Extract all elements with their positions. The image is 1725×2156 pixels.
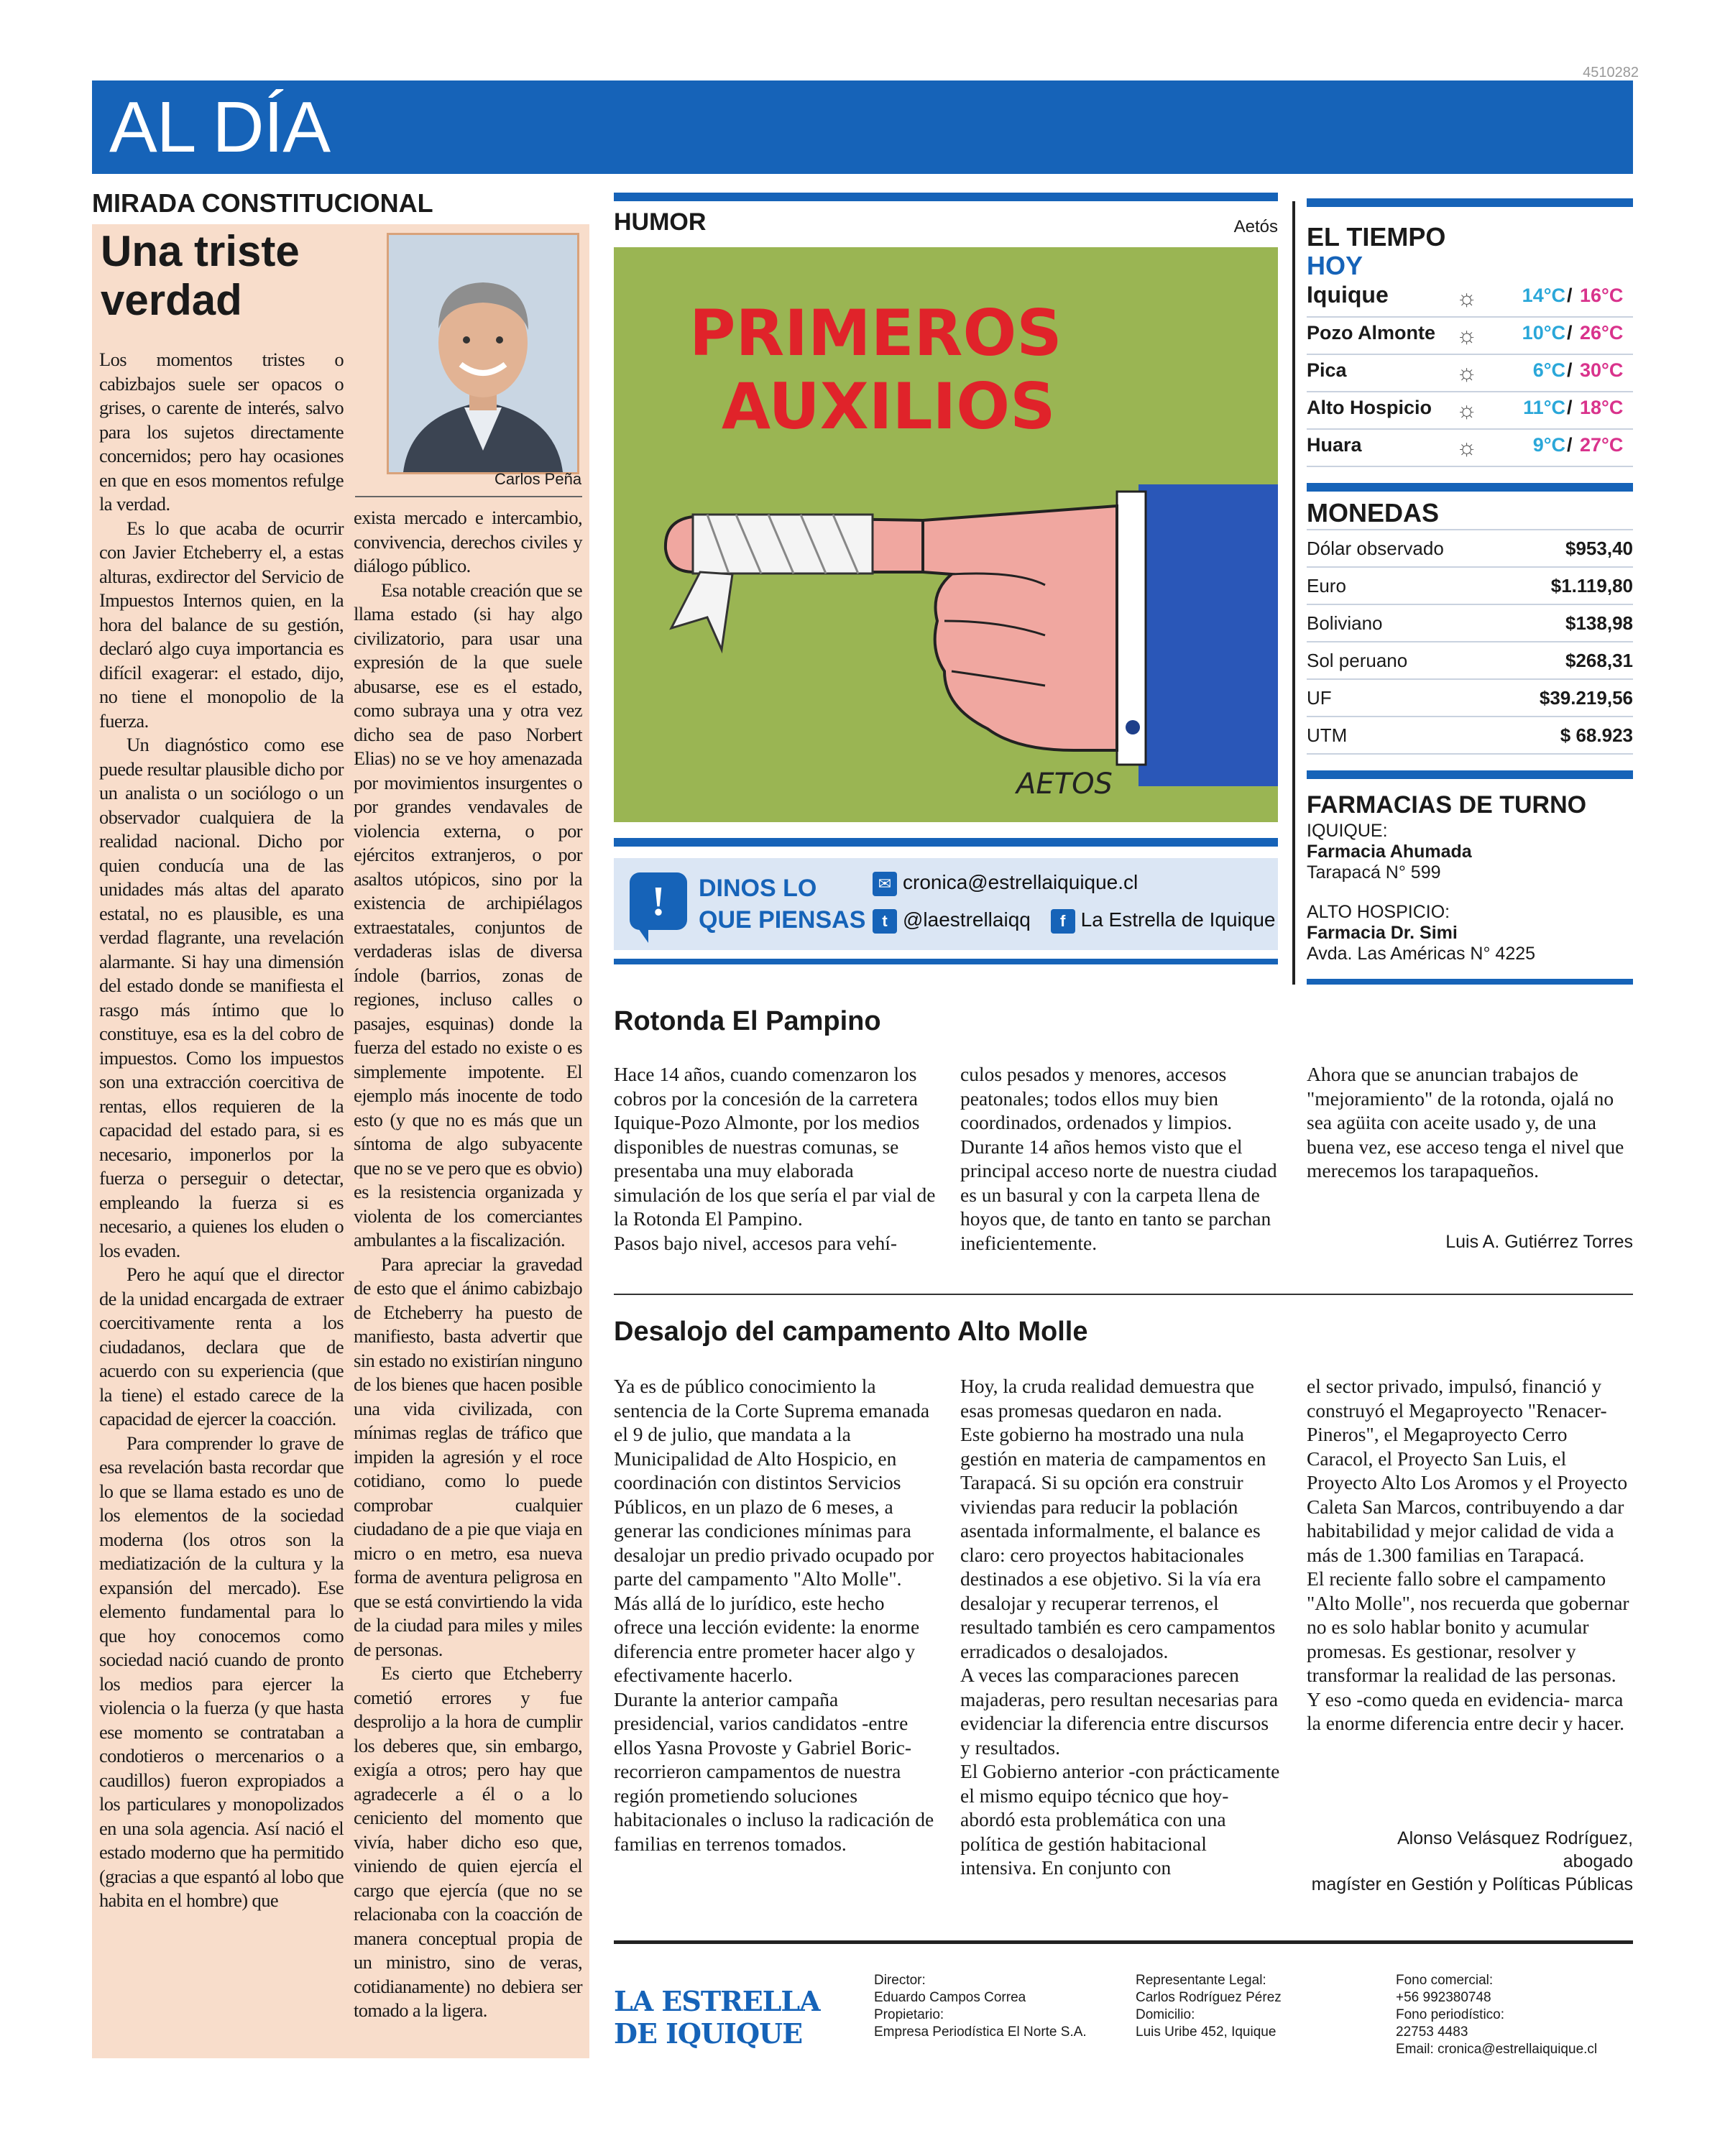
sun-icon: ☼	[1456, 322, 1478, 348]
currency-value: $138,98	[1565, 612, 1633, 634]
footer-legal	[1136, 1972, 1373, 2041]
temp-separator: /	[1567, 285, 1573, 306]
cartoon-signature: AETOS	[1016, 768, 1113, 801]
footer-label: Representante Legal:	[1136, 1973, 1266, 1988]
weather-min-temp: 14°C	[1522, 285, 1565, 306]
author-caption: Carlos Peña	[494, 470, 582, 488]
sun-icon: ☼	[1456, 285, 1478, 310]
newspaper-logo: LA ESTRELLA DE IQUIQUE	[614, 1985, 820, 2050]
currency-name: Euro	[1307, 575, 1346, 596]
bubble-tail	[635, 924, 648, 943]
masthead-footer	[614, 1940, 1633, 2055]
pharmacy-bottom-rule	[1307, 979, 1633, 985]
letter-column: Ya es de público conocimiento la sentencia de la Corte Suprema emanada el 9 de julio, que mandata a la Municipalidad de Alto Hospicio, en coordinación con distintos Servicios Públicos, en un plazo de 6 meses, a generar las condiciones mínimas para desalojar un predio privado ocupado por parte del campamento "Alto Molle". Más allá de lo jurídico, este hecho ofrece una lección evidente: la enorme diferencia entre prometer hacer algo y efectivamente hacerlo. Durante la anterior campaña presidencial, varios candidatos -entre ellos Yasna Provoste y Gabriel Boric- recorrieron campamentos de nuestra región prometiendo soluciones habitacionales o incluso la radicación de familias en terrenos tomados.	[614, 1375, 934, 1855]
contact-box	[614, 858, 1278, 950]
pharmacy-entry	[1307, 902, 1633, 964]
humor-label: HUMOR	[614, 208, 707, 236]
footer-value: Eduardo Campos Correa	[874, 1990, 1026, 2005]
pharmacy-entry	[1307, 821, 1633, 883]
weather-max-temp: 26°C	[1580, 322, 1624, 344]
weather-min-temp: 9°C	[1532, 434, 1565, 456]
currency-value: $953,40	[1565, 538, 1633, 559]
opinion-paragraph: Esa notable creación que se llama estado (si hay algo civilizatorio, para usar una expresión de la que suele abusarse, ese es el estado, como subraya una y otra vez dicho sea de paso Norbert Elias) no se ve hoy amenazada por movimientos insurgentes o por grandes vendavales de violencia externa, o por ejércitos extranjeros, o por asaltos utópicos, sino por la existencia de archipiélagos extraestatales, conjuntos de verdaderas islas de diversa índole (barrios, zonas de regiones, incluso calles o pasajes, esquinas) donde la fuerza del estado no existe o es simplemente impotente. El ejemplo más inocente de todo esto (y que no es más que un síntoma de algo subyacente que no se ve pero que es obvio) es la resistencia organizada y violenta de los comerciantes ambulantes a la fiscalización.	[354, 579, 582, 1250]
weather-row	[1307, 392, 1633, 430]
opinion-paragraph: Es lo que acaba de ocurrir con Javier Etcheberry el, a estas alturas, exdirector del Servicio de Impuestos Internos quien, en la hora del balance de su gestión, declaró algo cuya importancia es difícil exagerar: el estado, dijo, no tiene el monopolio de la fuerza.	[99, 517, 344, 732]
pharmacy-city: IQUIQUE:	[1307, 821, 1388, 841]
weather-city: Huara	[1307, 434, 1362, 456]
pharmacy-city: ALTO HOSPICIO:	[1307, 902, 1450, 922]
pharmacy-address: Avda. Las Américas N° 4225	[1307, 944, 1536, 964]
currency-row	[1307, 605, 1633, 642]
weather-table	[1307, 280, 1633, 467]
envelope-icon: ✉	[873, 872, 897, 896]
letter-signature	[1307, 1827, 1633, 1896]
currency-table	[1307, 530, 1633, 755]
weather-row	[1307, 355, 1633, 392]
contact-bottom-rule	[614, 959, 1278, 964]
sun-icon: ☼	[1456, 359, 1478, 385]
opinion-paragraph: Para comprender lo grave de esa revelación basta recordar que lo que se llama estado es uno de los elementos de la sociedad moderna (los otros son la mediatización de la cultura y la expansión del mercado). Ese elemento fundamental para lo que hoy conocemos como sociedad nació cuando de pronto los medios para ejercer la violencia o la fuerza (y que hasta ese momento se contrataban a condotieros o mercenarios o a caudillos) fueron expropiados a los particulares y monopolizados en una sola agencia. Así nació el estado moderno que ha permitido (gracias a que espantó al lobo que habita en el hombre) que	[99, 1432, 344, 1911]
currency-name: Boliviano	[1307, 612, 1383, 634]
section-banner	[92, 80, 1633, 174]
weather-city: Alto Hospicio	[1307, 397, 1432, 418]
signature-role: abogado	[1563, 1851, 1633, 1871]
cartoon-text-1: PRIMEROS	[689, 296, 1062, 370]
opinion-paragraph: Para apreciar la gravedad de esto que el ánimo cabizbajo de Etcheberry ha puesto de manifiesto, basta advertir que sin estado no existirían ninguno de los bienes que hacen posible una vida civilizada, con mínimas reglas de tráfico que impiden la agresión y el roce cotidiano, como lo puede comprobar cualquier ciudadano de a pie que viaja en micro o en metro, esa nueva forma de aventura peligrosa en que se está convirtiendo la vida de la ciudad para miles y miles de personas.	[354, 1253, 582, 1660]
currency-name: Dólar observado	[1307, 538, 1444, 559]
contact-email[interactable]: cronica@estrellaiquique.cl	[903, 871, 1138, 893]
weather-row	[1307, 430, 1633, 467]
signature-degree: magíster en Gestión y Políticas Públicas	[1311, 1874, 1633, 1894]
opinion-title-line1: Una triste	[101, 227, 300, 275]
footer-value: Empresa Periodística El Norte S.A.	[874, 2024, 1087, 2040]
pharmacy-name: Farmacia Dr. Simi	[1307, 923, 1458, 943]
currency-value: $ 68.923	[1560, 724, 1633, 746]
humor-cartoon	[614, 247, 1278, 822]
letter-signature: Luis A. Gutiérrez Torres	[1445, 1232, 1633, 1252]
footer-value: +56 992380748	[1396, 1990, 1491, 2005]
weather-row	[1307, 318, 1633, 355]
opinion-paragraph: Los momentos tristes o cabizbajos suele ser opacos o grises, o carente de interés, salvo para los sujetos directamente concernidos; pero hay ocasiones en que en esos momentos refulge la verdad.	[99, 349, 344, 515]
weather-today-label: HOY	[1307, 251, 1363, 280]
footer-phones	[1396, 1972, 1633, 2058]
contact-title	[699, 872, 871, 936]
footer-rule	[614, 1940, 1633, 1944]
weather-max-temp: 30°C	[1580, 359, 1624, 381]
weather-min-temp: 11°C	[1523, 397, 1565, 418]
currency-row	[1307, 717, 1633, 755]
contact-top-rule	[614, 838, 1278, 847]
author-portrait	[387, 233, 579, 474]
opinion-paragraph: Un diagnóstico como ese puede resultar plausible dicho por un analista o un sociólogo o un observador cualquiera de la realidad nacional. Dicho por quien conducía una de las unidades más altas del aparato estatal, no es plausible, es una verdad flagrante, una revelación alarmante. Si hay una dimensión del estado donde se manifiesta el rasgo más íntimo que lo constituye, esa es la del cobro de impuestos. Como los impuestos son una extracción coercitiva de rentas, ellos requieren de la capacidad del estado para, si es necesario, imponerlos por la fuerza o perseguir o detectar, empleando la fuerza si es necesario, a quienes los eluden o los evaden.	[99, 734, 344, 1261]
weather-max-temp: 27°C	[1580, 434, 1624, 456]
temp-separator: /	[1567, 322, 1573, 344]
cartoon-illustration	[614, 247, 1278, 822]
opinion-column-2	[354, 506, 582, 2023]
letter-column: Hace 14 años, cuando comenzaron los cobros por la concesión de la carretera Iquique-Pozo Almonte, por los medios disponibles de nuestras comunas, se presentaba una muy elaborada simulación de los que sería el par vial de la Rotonda El Pampino. Pasos bajo nivel, accesos para vehí-	[614, 1063, 936, 1254]
contact-twitter[interactable]: @laestrellaiqq	[903, 908, 1031, 931]
opinion-section-label: MIRADA CONSTITUCIONAL	[92, 188, 433, 218]
weather-title: EL TIEMPO	[1307, 222, 1446, 252]
letter-column: culos pesados y menores, accesos peatonales; todos ellos muy bien coordinados, ordenados y limpios. Durante 14 años hemos visto que el principal acceso norte de nuestra ciudad es un basural y con la carpeta llena de hoyos que, de tanto en tanto se parchan ineficientemente.	[960, 1063, 1277, 1254]
currency-top-rule	[1307, 483, 1633, 492]
opinion-paragraph: exista mercado e intercambio, convivencia, derechos civiles y diálogo público.	[354, 507, 582, 576]
pharmacy-name: Farmacia Ahumada	[1307, 842, 1472, 862]
footer-label: Fono comercial:	[1396, 1973, 1494, 1988]
footer-director	[874, 1972, 1111, 2041]
footer-email[interactable]: Email: cronica@estrellaiquique.cl	[1396, 2042, 1598, 2057]
sun-icon: ☼	[1456, 434, 1478, 460]
weather-top-rule	[1307, 198, 1633, 207]
banner-title: AL DÍA	[109, 87, 331, 167]
opinion-title	[101, 227, 388, 325]
weather-min-temp: 6°C	[1532, 359, 1565, 381]
sun-icon: ☼	[1456, 397, 1478, 423]
currency-row	[1307, 568, 1633, 605]
footer-label: Propietario:	[874, 2007, 944, 2022]
humor-author: Aetós	[1233, 217, 1278, 236]
letter-column: el sector privado, impulsó, financió y construyó el Megaproyecto "Renacer-Pineros", el Megaproyecto Cerro Caracol, el Proyecto San Luis, el Proyecto Alto Los Aromos y el Proyecto Caleta San Marcos, contribuyendo a dar habitabilidad y mejor calidad de vida a más de 1.300 familias en Tarapacá. El reciente fallo sobre el campamento "Alto Molle", nos recuerda que gobernar no es solo hablar bonito y acumular promesas. Es gestionar, resolver y transformar la realidad de las personas. Y eso -como queda en evidencia- marca la enorme diferencia entre decir y hacer.	[1307, 1375, 1629, 1734]
currency-value: $1.119,80	[1550, 575, 1633, 596]
currency-row	[1307, 530, 1633, 568]
currency-row	[1307, 680, 1633, 717]
cartoon-text-2: AUXILIOS	[722, 369, 1056, 443]
currency-value: $268,31	[1565, 650, 1633, 671]
currency-name: UTM	[1307, 724, 1348, 746]
twitter-icon: t	[873, 909, 897, 934]
contact-social-row	[873, 908, 1275, 934]
weather-city: Pica	[1307, 359, 1347, 381]
sidebar	[1307, 198, 1633, 985]
currency-title: MONEDAS	[1307, 497, 1633, 530]
weather-row	[1307, 280, 1633, 318]
pharmacy-address: Tarapacá N° 599	[1307, 862, 1441, 883]
opinion-box	[92, 224, 589, 2058]
weather-min-temp: 10°C	[1522, 322, 1565, 344]
temp-separator: /	[1567, 359, 1573, 381]
letters-divider	[614, 1294, 1633, 1295]
weather-city: Pozo Almonte	[1307, 322, 1435, 344]
contact-title-line1: DINOS LO	[699, 875, 817, 902]
contact-email-row	[873, 871, 1138, 896]
footer-label: Fono periodístico:	[1396, 2007, 1505, 2022]
signature-name: Alonso Velásquez Rodríguez,	[1397, 1828, 1633, 1848]
opinion-paragraph: Es cierto que Etcheberry cometió errores y fue desprolijo a la hora de cumplir los deberes que, sin embargo, exigía a otros; pero hay que agradecerle a él o a lo ceniciento del momento que vivía, haber dicho eso que, viniendo de quien ejercía el cargo que ejercía (que no se relacionaba con la coacción de manera conceptual propia de un ministro, sino de veras, cotidianamente) no debiera ser tomado a la ligera.	[354, 1662, 582, 2021]
letter-column: Ahora que se anuncian trabajos de "mejoramiento" de la rotonda, ojalá no sea agüita con aceite usado y, de una buena vez, ese acceso tenga el nivel que merecemos los tarapaqueños.	[1307, 1063, 1624, 1181]
footer-value: Luis Uribe 452, Iquique	[1136, 2024, 1276, 2040]
facebook-icon: f	[1051, 909, 1075, 934]
opinion-paragraph: Pero he aquí que el director de la unidad encargada de extraer coercitivamente renta a los ciudadanos, declara que de acuerdo con su experiencia (que la tiene) el estado carece de la capacidad de ejercer la coacción.	[99, 1263, 344, 1429]
column-separator	[1292, 201, 1295, 985]
weather-city: Iquique	[1307, 282, 1389, 308]
footer-value: 22753 4483	[1396, 2024, 1468, 2040]
contact-facebook[interactable]: La Estrella de Iquique	[1080, 908, 1276, 931]
opinion-column-1	[99, 348, 344, 1913]
currency-value: $39.219,56	[1539, 687, 1633, 709]
weather-max-temp: 16°C	[1580, 285, 1624, 306]
weather-max-temp: 18°C	[1580, 397, 1624, 418]
currency-name: UF	[1307, 687, 1332, 709]
footer-value: Carlos Rodríguez Pérez	[1136, 1990, 1282, 2005]
pharmacy-top-rule	[1307, 770, 1633, 779]
letter-title: Desalojo del campamento Alto Molle	[614, 1317, 1088, 1347]
exclamation-bubble-icon: !	[630, 872, 687, 930]
currency-row	[1307, 642, 1633, 680]
letter-title: Rotonda El Pampino	[614, 1006, 881, 1036]
page-id: 4510282	[1583, 65, 1639, 80]
letter-column: Hoy, la cruda realidad demuestra que esas promesas quedaron en nada. Este gobierno ha mostrado una nula gestión en materia de campamentos en Tarapacá. Si su opción era construir viviendas para reducir la población asentada informalmente, el balance es claro: cero proyectos habitacionales destinados a ese objetivo. Si la vía era desalojar y recuperar terrenos, el resultado también es cero campamentos erradicados o desalojados. A veces las comparaciones parecen majaderas, pero resultan necesarias para evidenciar la diferencia entre discursos y resultados. El Gobierno anterior -con prácticamente el mismo equipo técnico que hoy- abordó esta problemática con una política de gestión habitacional intensiva. En conjunto con	[960, 1375, 1280, 1879]
footer-label: Domicilio:	[1136, 2007, 1195, 2022]
pharmacy-title: FARMACIAS DE TURNO	[1307, 791, 1587, 819]
author-portrait-image	[389, 235, 577, 472]
caption-divider	[355, 496, 582, 497]
temp-separator: /	[1567, 397, 1573, 418]
opinion-title-line2: verdad	[101, 276, 242, 324]
humor-top-rule	[614, 193, 1278, 201]
currency-name: Sol peruano	[1307, 650, 1408, 671]
contact-title-line2: QUE PIENSAS	[699, 906, 866, 934]
footer-label: Director:	[874, 1973, 926, 1988]
temp-separator: /	[1567, 434, 1573, 456]
